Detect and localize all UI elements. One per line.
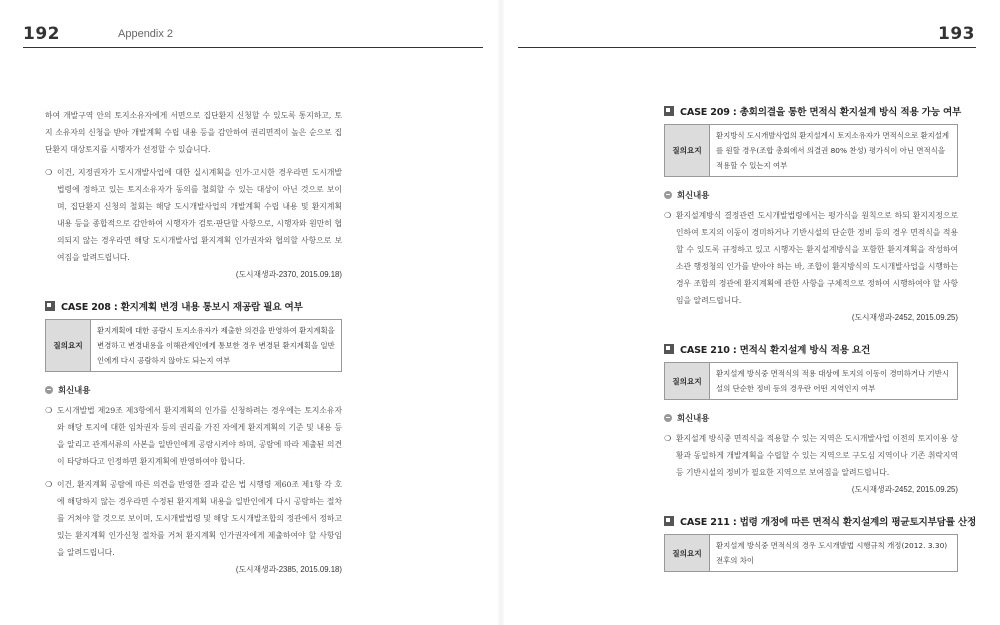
list-item (45, 164, 342, 266)
hollow-circle-bullet-icon: ❍ (45, 406, 53, 415)
hollow-circle-bullet-icon: ❍ (45, 480, 53, 489)
left-page-column (45, 107, 342, 577)
circle-bullet-icon (664, 191, 672, 199)
reply-heading (45, 384, 342, 396)
header-rule-right (518, 47, 976, 48)
question-label: 질의요지 (665, 125, 710, 176)
question-label: 질의요지 (665, 363, 710, 399)
list-item (45, 402, 342, 470)
gutter-shadow (497, 0, 505, 625)
bullet-text: 이건, 지정권자가 도시개발사업에 대한 실시계획을 인가·고시한 경우라면 도시개발법령에 정하고 있는 토지소유자가 동의를 철회할 수 있는 대상이 아닌 것으로 보이며, 집단환지 신청의 철회는 해당 도시개발사업의 개발계획 수립 내용 및 환지계획 내용 등을 종합적으로 감안하여 시행자가 검토·판단할 사항으로, 시행자와 원만히 협의되지 않는 경우라면 해당 도시개발사업 환지계획 인가권자와 협의할 사항으로 보여짐을 알려드립니다. (57, 168, 342, 262)
right-page-column (664, 104, 977, 572)
case-heading (45, 299, 342, 313)
right-page-number: 193 (938, 24, 975, 44)
source-citation: (도시재생과-2452, 2015.09.25) (851, 313, 958, 322)
question-label: 질의요지 (665, 535, 710, 571)
reply-label: 회신내용 (58, 385, 91, 395)
question-text: 환지설계 방식중 면적식의 적용 대상에 토지의 이동이 경미하거나 기반시설의 단순한 정비 등의 경우란 어떤 지역인지 여부 (716, 369, 949, 393)
hollow-circle-bullet-icon: ❍ (45, 168, 53, 177)
square-bullet-icon (664, 106, 674, 116)
square-bullet-icon (664, 344, 674, 354)
hollow-circle-bullet-icon: ❍ (664, 434, 672, 443)
bullet-text: 환지설계 방식중 면적식을 적용할 수 있는 지역은 도시개발사업 이전의 토지이용 상황과 동일하게 개발계획을 수립할 수 있는 지역으로 구도심 지역이나 기존 취락지역 등 기반시설의 정비가 필요한 지역으로 보여짐을 알려드립니다. (676, 434, 958, 477)
intro-paragraph: 하여 개발구역 안의 토지소유자에게 서면으로 집단환지 신청할 수 있도록 통지하고, 토지 소유자의 신청을 받아 개발계획 수립 내용 등을 감안하여 권리면적이 높은 순으로 집단환지 대상토지를 시행자가 선정할 수 있습니다. (45, 111, 342, 154)
question-box (664, 124, 958, 177)
question-text: 환지설계 방식중 면적식의 경우 도시개발법 시행규칙 개정(2012. 3.30) 전후의 차이 (716, 541, 948, 565)
source-citation: (도시재생과-2385, 2015.09.18) (235, 565, 342, 574)
list-item (664, 430, 958, 481)
question-box (664, 362, 958, 400)
reply-heading (664, 189, 958, 201)
question-text: 환지방식 도시개발사업의 환지설계시 토지소유자가 면적식으로 환지설계를 원할 경우(조합 총회에서 의결권 80% 찬성) 평가식이 아닌 면적식을 적용할 수 있는지 여부 (716, 131, 950, 170)
reply-label: 회신내용 (677, 190, 710, 200)
question-box (664, 534, 958, 572)
bullet-text: 도시개발법 제29조 제3항에서 환지계획의 인가를 신청하려는 경우에는 토지소유자와 해당 토지에 대한 임차권자 등의 권리를 가진 자에게 환지계획의 기준 및 내용 등을 알리고 관계서류의 사본을 일반인에게 공람시켜야 하며, 공람에 따라 제출된 의견이 타당하다고 인정하면 환지계획에 반영하여야 합니다. (57, 406, 342, 466)
case-title: CASE 208 : 환지계획 변경 내용 통보시 재공람 필요 여부 (61, 302, 303, 313)
question-label: 질의요지 (46, 320, 91, 371)
question-box (45, 319, 342, 372)
reply-label: 회신내용 (677, 413, 710, 423)
case-heading (664, 104, 962, 118)
case-title: CASE 210 : 면적식 환지설계 방식 적용 요건 (680, 345, 871, 356)
case-title: CASE 211 : 법령 개정에 따른 면적식 환지설계의 평균토지부담률 산정 (680, 517, 977, 528)
square-bullet-icon (45, 301, 55, 311)
reply-heading (664, 412, 958, 424)
case-heading (664, 342, 958, 356)
list-item (45, 476, 342, 561)
bullet-text: 이건, 환지계획 공람에 따른 의견을 반영한 결과 같은 법 시행령 제60조 제1항 각 호에 해당하지 않는 경우라면 수정된 환지계획 내용을 일반인에게 다시 공람하는 절차를 거쳐야 할 것으로 보이며, 도시개발법령 및 해당 도시개발조합의 정관에서 정하고 있는 환지계획 인가신청 절차를 거쳐 환지계획 인가권자에게 제출하여야 할 사항임을 알려드립니다. (57, 480, 342, 557)
hollow-circle-bullet-icon: ❍ (664, 211, 672, 220)
square-bullet-icon (664, 516, 674, 526)
left-page-number: 192 (23, 24, 60, 44)
source-citation: (도시재생과-2370, 2015.09.18) (235, 270, 342, 279)
header-rule-left (23, 47, 483, 48)
bullet-text: 환지설계방식 결정관련 도시개발법령에서는 평가식을 원칙으로 하되 환지지정으로 인하여 토지의 이동이 경미하거나 기반시설의 단순한 정비 등의 경우 면적식을 적용할 수 있도록 규정하고 있고 시행자는 환지설계방식을 포함한 환지계획을 작성하여 소관 행정청의 인가를 받아야 하는 바, 조합이 환지방식의 도시개발사업을 시행하는 경우 조합의 정관에 환지계획에 관한 사항을 구체적으로 정하여 시행하여야 할 사항임을 알려드립니다. (676, 211, 958, 305)
circle-bullet-icon (45, 386, 53, 394)
running-head: Appendix 2 (118, 28, 174, 40)
source-citation: (도시재생과-2452, 2015.09.25) (851, 485, 958, 494)
question-text: 환지계획에 대한 공람시 토지소유자가 제출한 의견을 반영하여 환지계획을 변경하고 변경내용을 이해관계인에게 통보한 경우 변경된 환지계획을 일반인에게 다시 공람하지 않아도 되는지 여부 (97, 326, 335, 365)
circle-bullet-icon (664, 414, 672, 422)
case-title: CASE 209 : 총회의결을 통한 면적식 환지설계 방식 적용 가능 여부 (680, 107, 962, 118)
case-heading (664, 514, 977, 528)
list-item (664, 207, 958, 309)
